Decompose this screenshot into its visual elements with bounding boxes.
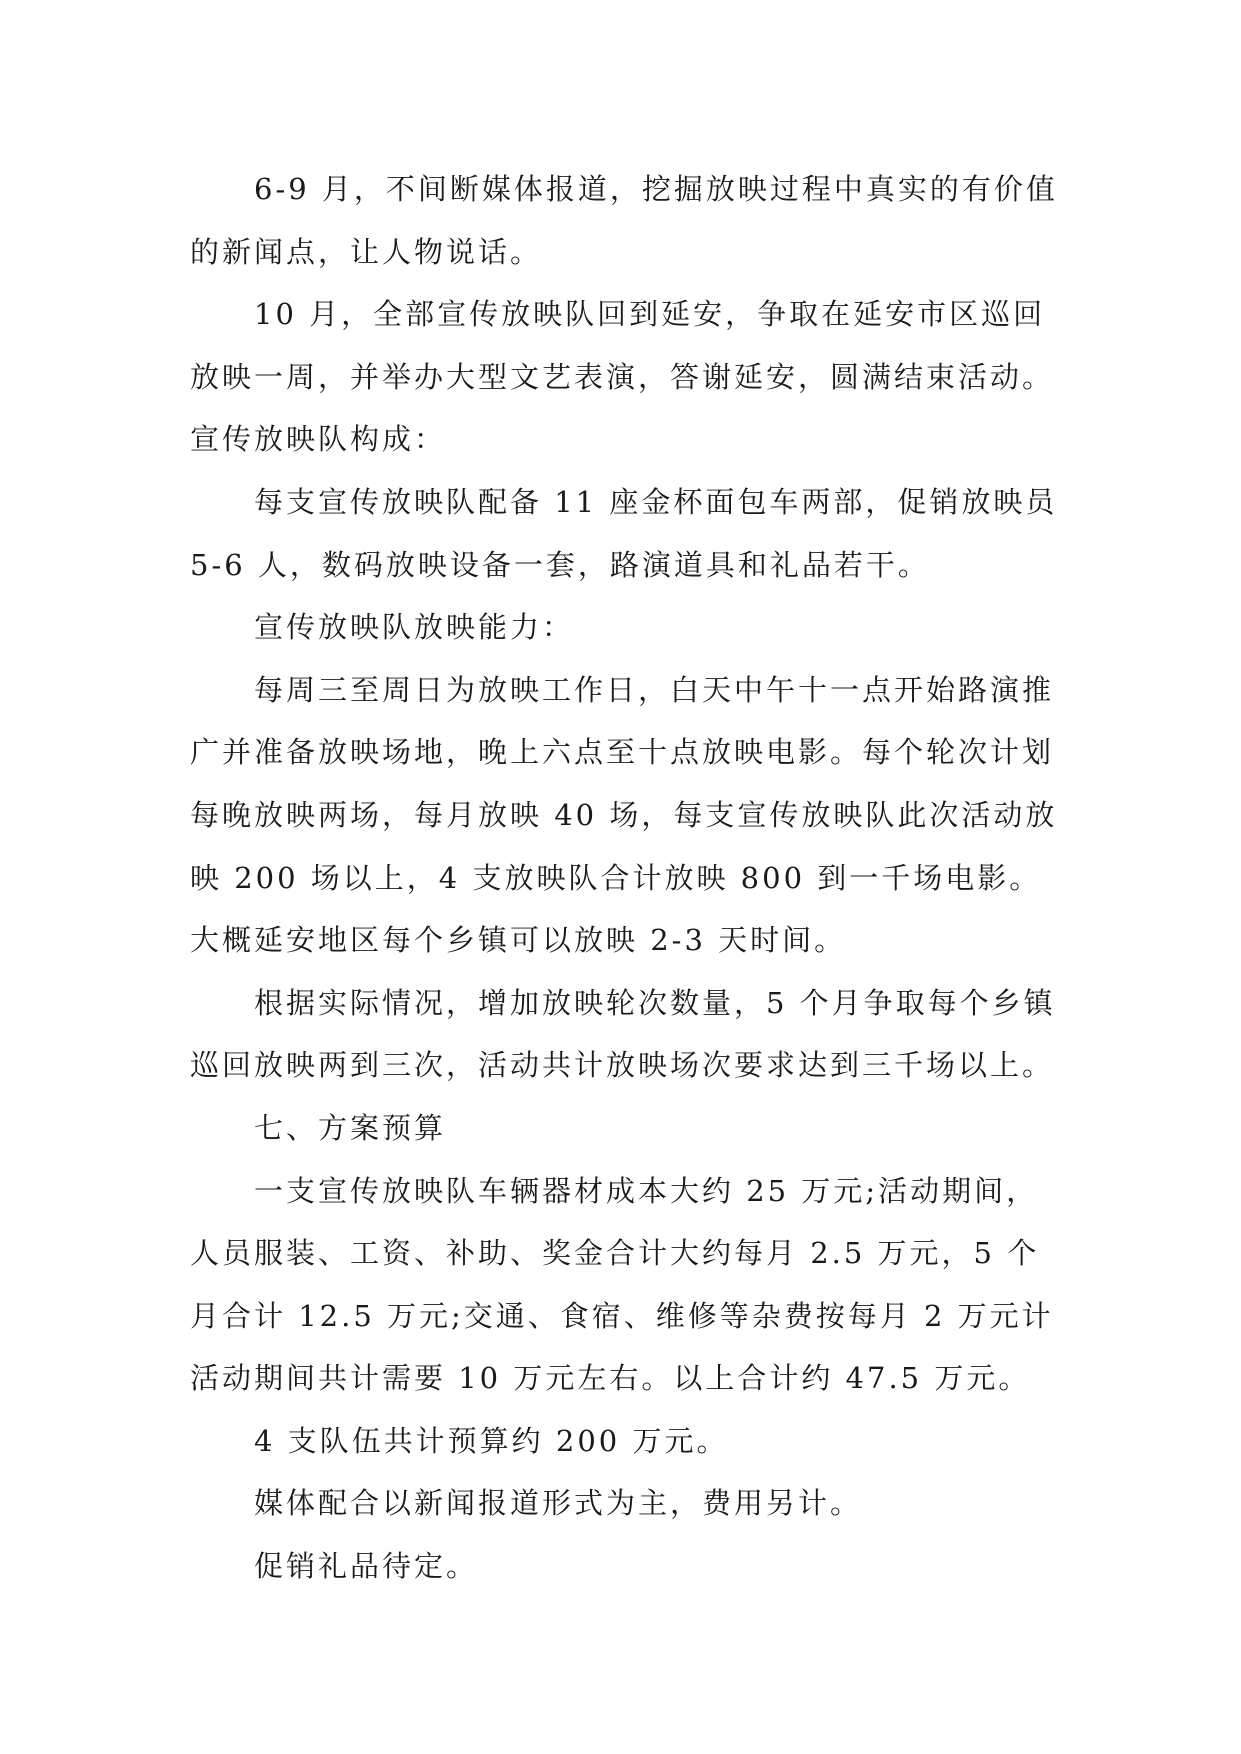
paragraph-media-schedule: 6-9 月，不间断媒体报道，挖掘放映过程中真实的有价值的新闻点，让人物说话。 [190, 172, 1058, 269]
heading-screening-capacity: 宣传放映队放映能力： [254, 610, 575, 645]
paragraph-team-equipment: 每支宣传放映队配备 11 座金杯面包车两部，促销放映员 5-6 人，数码放映设备一套，路演道具和礼品若干。 [190, 484, 1070, 582]
paragraph-increase-rounds: 根据实际情况，增加放映轮次数量，5 个月争取每个乡镇巡回放映两到三次，活动共计放映场次要求达到三千场以上。 [190, 985, 1056, 1083]
paragraph-budget-detail: 一支宣传放映队车辆器材成本大约 25 万元;活动期间，人员服装、工资、补助、奖金合计大约每月 2.5 万元，5 个月合计 12.5 万元;交通、食宿、维修等杂费按每月 2 万元计活动期间共计需要 10 万元左右。以上合计约 47.5 万元。 [190, 1173, 1054, 1396]
paragraph-media-cost: 媒体配合以新闻报道形式为主，费用另计。 [254, 1486, 863, 1521]
heading-budget: 七、方案预算 [254, 1110, 447, 1145]
body-text [190, 158, 1070, 1598]
paragraph-gifts: 促销礼品待定。 [254, 1549, 479, 1584]
heading-team-composition: 宣传放映队构成： [190, 422, 447, 457]
paragraph-october-return: 10 月，全部宣传放映队回到延安，争取在延安市区巡回放映一周，并举办大型文艺表演，答谢延安，圆满结束活动。 [190, 297, 1055, 394]
paragraph-screening-schedule: 每周三至周日为放映工作日，白天中午十一点开始路演推广并准备放映场地，晚上六点至十点放映电影。每个轮次计划每晚放映两场，每月放映 40 场，每支宣传放映队此次活动放映 200 场以上，4 支放映队合计放映 800 到一千场电影。大概延安地区每个乡镇可以放映 2-3 天时间。 [190, 672, 1058, 958]
paragraph-total-budget: 4 支队伍共计预算约 200 万元。 [254, 1423, 729, 1458]
